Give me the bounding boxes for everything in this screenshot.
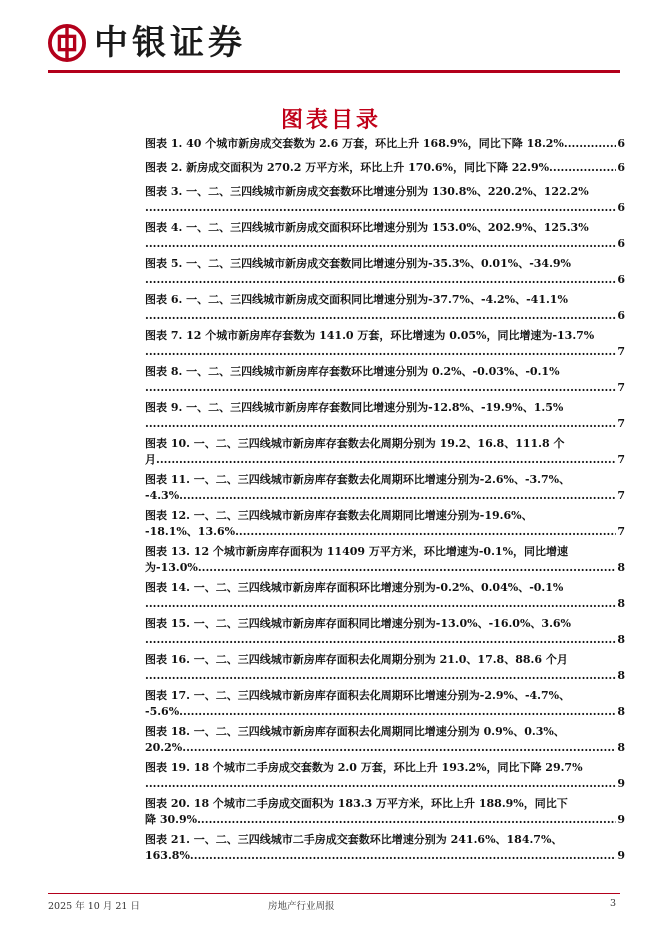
toc-entry-continuation: 20.2% (145, 741, 183, 755)
toc-leader-dots (145, 596, 616, 612)
toc-entry-page: 6 (617, 309, 625, 323)
toc-entry-page: 7 (617, 417, 625, 431)
toc-entry-page: 8 (617, 741, 625, 755)
toc-leader-dots (197, 812, 616, 828)
toc-entry-page: 8 (617, 561, 625, 575)
toc-entry-page: 6 (617, 237, 625, 251)
toc-entry-text: 图表 8. 一、二、三四线城市新房库存套数环比增速分别为 0.2%、-0.03%、-0.1% (145, 365, 560, 379)
toc-entry-text: 图表 21. 一、二、三四线城市二手房成交套数环比增速分别为 241.6%、184.7%、 (145, 833, 563, 847)
toc-entry[interactable] (145, 688, 625, 720)
toc-entry-page: 7 (617, 453, 625, 467)
toc-entry[interactable] (145, 184, 625, 216)
toc-entry-page: 9 (617, 777, 625, 791)
toc-entry[interactable] (145, 724, 625, 756)
toc-entry-page: 8 (617, 705, 625, 719)
toc-entry[interactable] (145, 616, 625, 648)
toc-entry[interactable] (145, 508, 625, 540)
header-divider (48, 70, 620, 73)
toc-entry-text: 图表 19. 18 个城市二手房成交套数为 2.0 万套，环比上升 193.2%，同比下降 29.7% (145, 761, 583, 775)
toc-entry[interactable] (145, 136, 625, 156)
toc-leader-dots (145, 344, 616, 360)
toc-entry-page: 6 (617, 161, 625, 175)
footer-divider (48, 893, 620, 894)
toc-entry-page: 7 (617, 525, 625, 539)
toc-entry[interactable] (145, 832, 625, 864)
toc-entry[interactable] (145, 256, 625, 288)
toc-entry-continuation: -4.3% (145, 489, 180, 503)
toc-entry[interactable] (145, 436, 625, 468)
toc-entry-text: 图表 11. 一、二、三四线城市新房库存套数去化周期环比增速分别为-2.6%、-3.7%、 (145, 473, 571, 487)
toc-entry-text: 图表 3. 一、二、三四线城市新房成交套数环比增速分别为 130.8%、220.2%、122.2% (145, 185, 589, 199)
toc-entry-text: 图表 12. 一、二、三四线城市新房库存套数去化周期同比增速分别为-19.6%、 (145, 509, 533, 523)
toc-entry-text: 图表 4. 一、二、三四线城市新房成交面积环比增速分别为 153.0%、202.9%、125.3% (145, 221, 589, 235)
toc-leader-dots (198, 560, 617, 576)
toc-entry-text: 图表 20. 18 个城市二手房成交面积为 183.3 万平方米，环比上升 188.9%，同比下 (145, 797, 568, 811)
toc-entry[interactable] (145, 328, 625, 360)
toc-entry-continuation: 降 30.9% (145, 813, 198, 827)
toc-leader-dots (182, 740, 616, 756)
toc-leader-dots (179, 704, 616, 720)
toc-entry[interactable] (145, 796, 625, 828)
toc-leader-dots (145, 416, 616, 432)
toc-entry-page: 6 (617, 137, 625, 150)
toc-leader-dots (145, 200, 616, 216)
toc-entry-text: 图表 17. 一、二、三四线城市新房库存面积去化周期环比增速分别为-2.9%、-4.7%、 (145, 689, 571, 703)
toc-entry[interactable] (145, 544, 625, 576)
toc-list (145, 136, 625, 868)
toc-entry[interactable] (145, 160, 625, 180)
toc-entry-page: 8 (617, 633, 625, 647)
toc-entry[interactable] (145, 760, 625, 792)
toc-leader-dots (145, 380, 616, 396)
toc-entry[interactable] (145, 220, 625, 252)
toc-entry-page: 8 (617, 597, 625, 611)
footer-title: 房地产行业周报 (268, 901, 335, 912)
toc-leader-dots (145, 272, 616, 288)
toc-entry[interactable] (145, 400, 625, 432)
toc-entry-text: 图表 16. 一、二、三四线城市新房库存面积去化周期分别为 21.0、17.8、88.6 个月 (145, 653, 568, 667)
toc-entry[interactable] (145, 472, 625, 504)
toc-entry-page: 7 (617, 489, 625, 503)
toc-entry-text: 图表 14. 一、二、三四线城市新房库存面积环比增速分别为-0.2%、0.04%、-0.1% (145, 581, 564, 595)
toc-entry-page: 9 (617, 849, 625, 863)
boc-logo-icon (48, 24, 86, 62)
brand-name: 中银证券 (94, 23, 246, 63)
toc-entry-text: 图表 5. 一、二、三四线城市新房成交套数同比增速分别为-35.3%、0.01%、-34.9% (145, 257, 572, 271)
toc-entry-text: 图表 15. 一、二、三四线城市新房库存面积同比增速分别为-13.0%、-16.0%、3.6% (145, 617, 572, 631)
toc-leader-dots (235, 524, 616, 540)
toc-entry[interactable] (145, 652, 625, 684)
toc-entry-text: 图表 10. 一、二、三四线城市新房库存套数去化周期分别为 19.2、16.8、111.8 个 (145, 437, 565, 451)
toc-entry[interactable] (145, 364, 625, 396)
page-number: 3 (610, 898, 617, 909)
toc-entry-page: 7 (617, 345, 625, 359)
toc-entry-page: 6 (617, 273, 625, 287)
toc-entry[interactable] (145, 580, 625, 612)
toc-entry-page: 6 (617, 201, 625, 215)
toc-entry-continuation: 月 (145, 453, 156, 467)
toc-entry-text: 图表 9. 一、二、三四线城市新房库存套数同比增速分别为-12.8%、-19.9%、1.5% (145, 401, 564, 415)
toc-entry-continuation: -18.1%、13.6% (145, 525, 236, 539)
toc-entry-text: 图表 6. 一、二、三四线城市新房成交面积同比增速分别为-37.7%、-4.2%、-41.1% (145, 293, 568, 307)
toc-leader-dots (156, 452, 616, 468)
toc-leader-dots (549, 160, 616, 176)
toc-entry-continuation: -5.6% (145, 705, 180, 719)
toc-entry-text: 图表 7. 12 个城市新房库存套数为 141.0 万套，环比增速为 0.05%，同比增速为-13.7% (145, 329, 595, 343)
toc-leader-dots (145, 308, 616, 324)
toc-entry-continuation: 163.8% (145, 849, 190, 863)
toc-entry[interactable] (145, 292, 625, 324)
toc-entry-text: 图表 2. 新房成交面积为 270.2 万平方米，环比上升 170.6%，同比下降 22.9% (145, 161, 550, 175)
toc-leader-dots (145, 632, 616, 648)
toc-entry-page: 8 (617, 669, 625, 683)
toc-leader-dots (145, 668, 616, 684)
toc-entry-page: 7 (617, 381, 625, 395)
toc-entry-page: 9 (617, 813, 625, 827)
header (48, 22, 618, 72)
toc-entry-text: 图表 1. 40 个城市新房成交套数为 2.6 万套，环比上升 168.9%，同比下降 18.2% (145, 137, 564, 150)
toc-leader-dots (145, 776, 616, 792)
toc-entry-text: 图表 18. 一、二、三四线城市新房库存面积去化周期同比增速分别为 0.9%、0.3%、 (145, 725, 565, 739)
toc-leader-dots (179, 488, 616, 504)
toc-leader-dots (190, 848, 616, 864)
toc-leader-dots (564, 136, 616, 152)
footer-date: 2025 年 10 月 21 日 (48, 901, 140, 912)
toc-entry-continuation: 为-13.0% (145, 561, 198, 575)
toc-title: 图表目录 (280, 108, 381, 133)
toc-leader-dots (145, 236, 616, 252)
toc-entry-text: 图表 13. 12 个城市新房库存面积为 11409 万平方米，环比增速为-0.1%，同比增速 (145, 545, 569, 559)
